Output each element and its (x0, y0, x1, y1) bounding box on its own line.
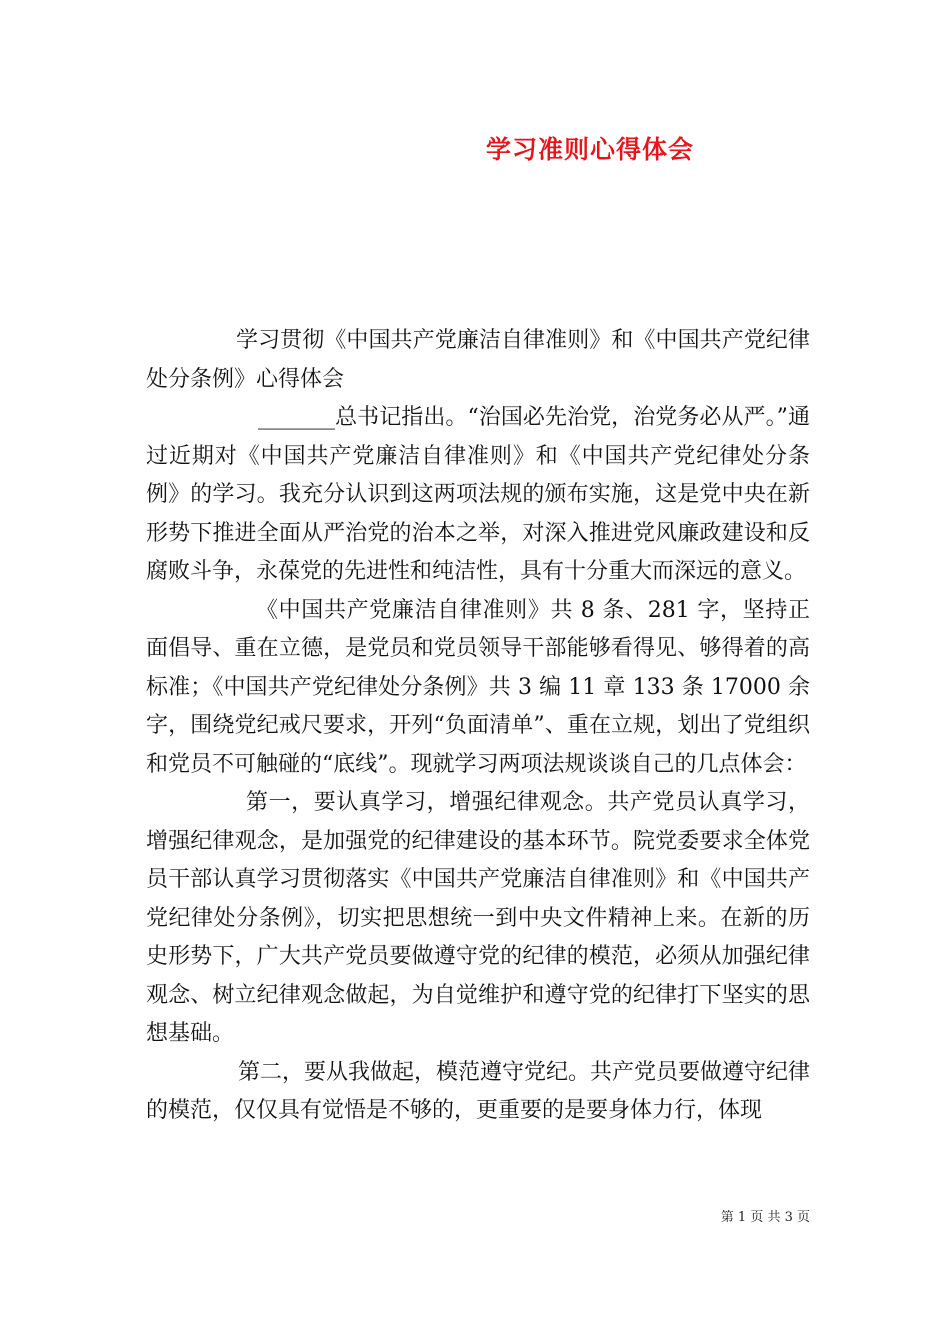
paragraph-point-one: 第一，要认真学习，增强纪律观念。共产党员认真学习，增强纪律观念，是加强党的纪律建设的基本环节。院党委要求全体党员干部认真学习贯彻落实《中国共产党廉洁自律准则》和《中国共产党纪律处分条例》，切实把思想统一到中央文件精神上来。在新的历史形势下，广大共产党员要做遵守党的纪律的模范，必须从加强纪律观念、树立纪律观念做起，为自觉维护和遵守党的纪律打下坚实的思想基础。 (146, 790, 810, 1046)
document-title: 学习准则心得体会 (485, 135, 694, 164)
paragraph-regulations-overview: 《中国共产党廉洁自律准则》共 8 条、281 字，坚持正面倡导、重在立德，是党员和党员领导干部能够看得见、够得着的高标准；《中国共产党纪律处分条例》共 3 编 11 章 133 条 17000 余字，围绕党纪戒尺要求，开列“负面清单”、重在立规，划出了党组织和党员不可触碰的“底线”。现就学习两项法规谈谈自己的几点体会： (146, 597, 810, 777)
document-body (146, 322, 810, 1131)
page-number-footer: 第 1 页 共 3 页 (720, 1210, 810, 1225)
paragraph-heading-line: 学习贯彻《中国共产党廉洁自律准则》和《中国共产党纪律处分条例》心得体会 (146, 328, 810, 392)
paragraph-intro: _______总书记指出。“治国必先治党，治党务必从严。”通过近期对《中国共产党廉洁自律准则》和《中国共产党纪律处分条例》的学习。我充分认识到这两项法规的颁布实施，这是党中央在新形势下推进全面从严治党的治本之举，对深入推进党风廉政建设和反腐败斗争，永葆党的先进性和纯洁性，具有十分重大而深远的意义。 (146, 405, 810, 584)
paragraph-point-two: 第二，要从我做起，模范遵守党纪。共产党员要做遵守纪律的模范，仅仅具有觉悟是不够的，更重要的是要身体力行，体现 (146, 1059, 811, 1123)
